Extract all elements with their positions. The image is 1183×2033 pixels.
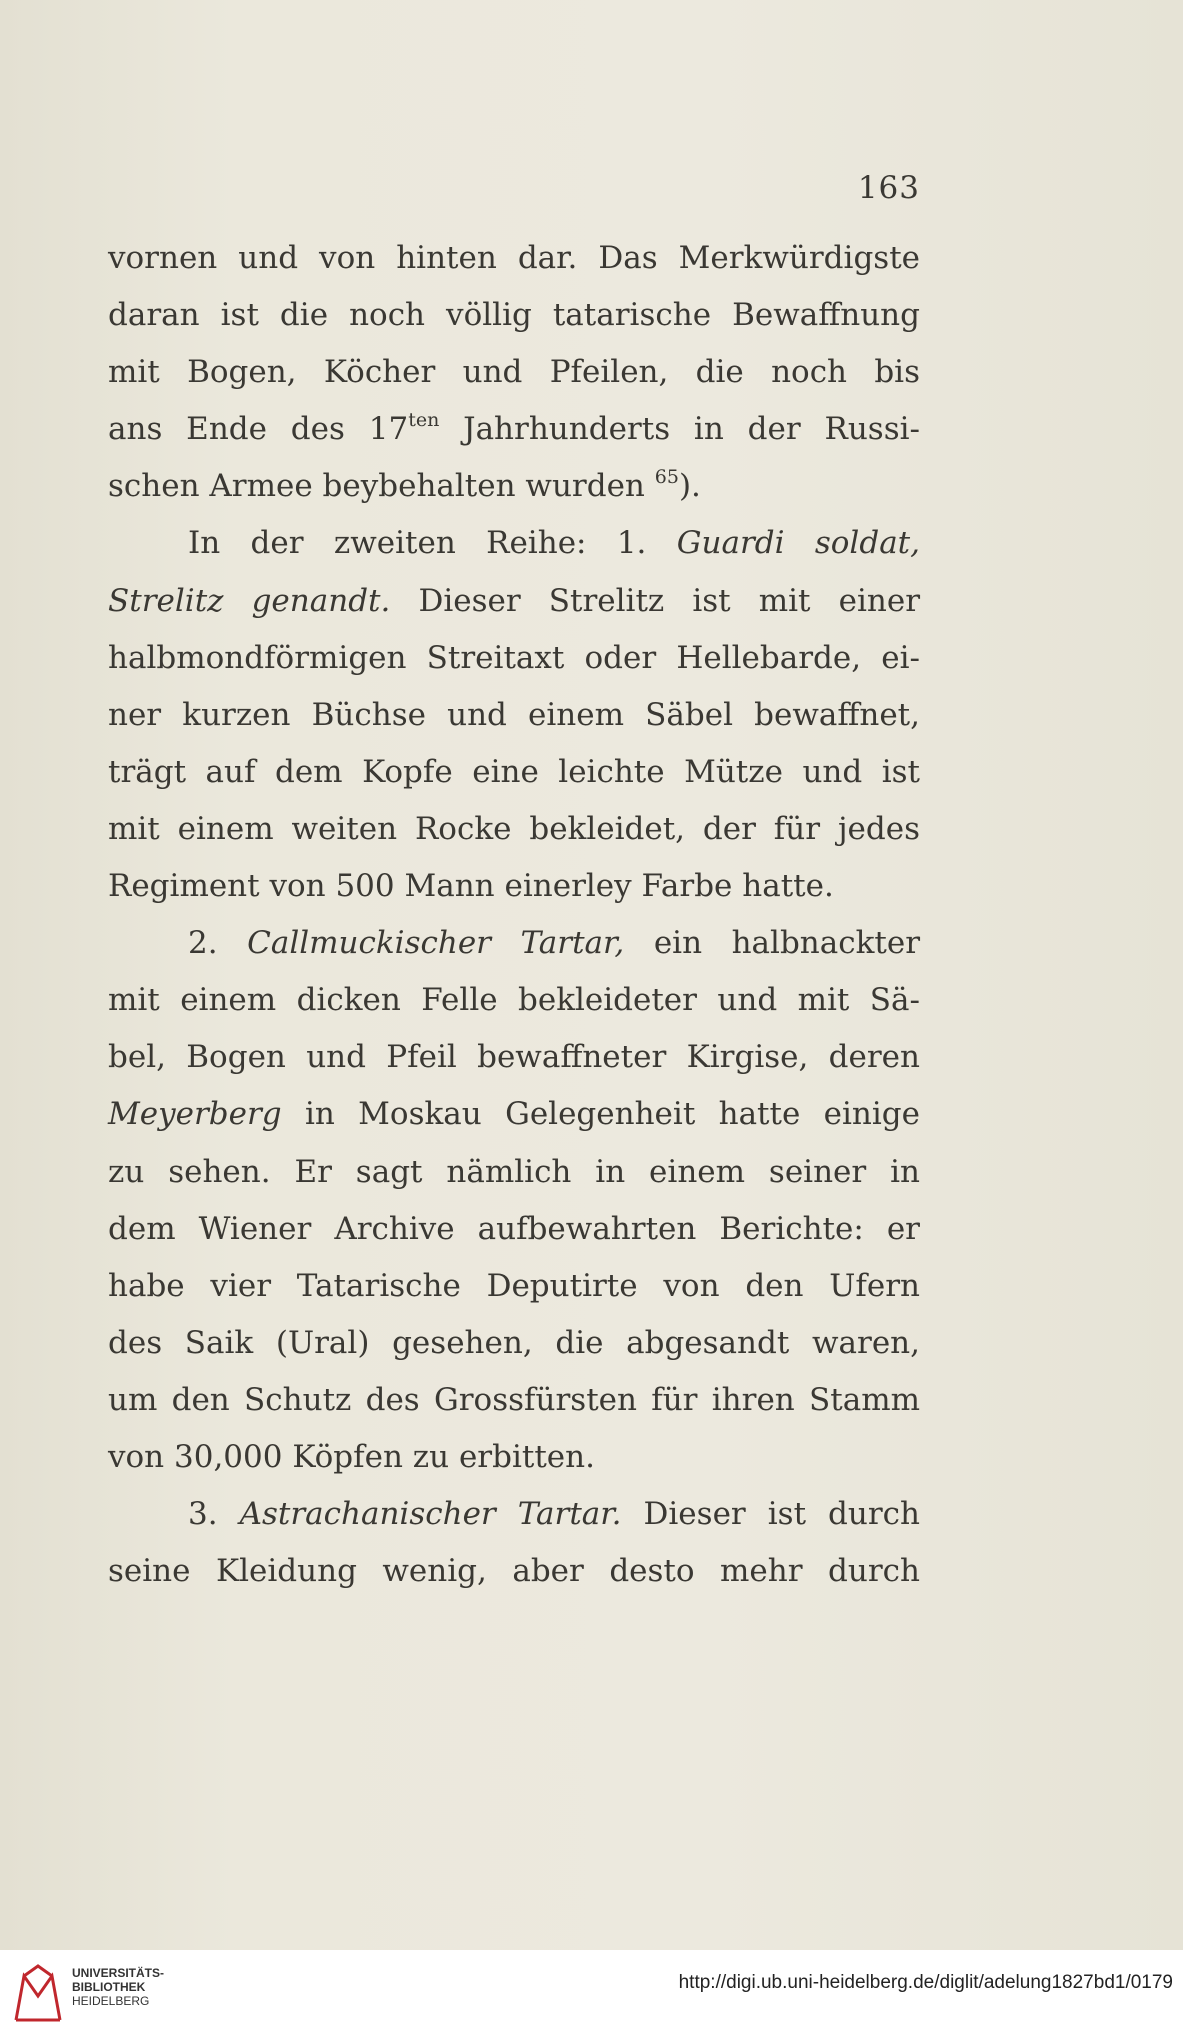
line-text: In der zweiten Reihe: 1. xyxy=(188,525,677,562)
line-text: vornen und von hinten dar. Das Merkwürdigste xyxy=(108,240,920,276)
line-text: seine Kleidung wenig, aber desto mehr durch xyxy=(108,1553,920,1590)
text-line xyxy=(108,344,920,401)
line-text: mit Bogen, Köcher und Pfeilen, die noch bis xyxy=(108,354,920,391)
line-text: Jahrhunderts in der Russi- xyxy=(439,411,920,448)
footer-bar xyxy=(0,1950,1183,2033)
text-line xyxy=(108,1258,920,1315)
text-line xyxy=(108,458,920,515)
line-text: Dieser Strelitz ist mit einer xyxy=(390,582,921,619)
line-text: ein halbnackter xyxy=(624,925,921,962)
library-name-line: HEIDELBERG xyxy=(72,1994,150,2008)
text-line xyxy=(108,744,920,801)
line-text: zu sehen. Er sagt nämlich in einem seiner in xyxy=(108,1153,920,1190)
line-text: daran ist die noch völlig tatarische Bewaffnung xyxy=(108,297,920,334)
line-text: von 30,000 Köpfen zu erbitten. xyxy=(108,1438,595,1475)
library-logo-icon xyxy=(10,1962,66,2024)
line-text: Regiment von 500 Mann einerley Farbe hatte. xyxy=(108,868,834,905)
text-line xyxy=(108,1486,920,1543)
line-text: des Saik (Ural) gesehen, die abgesandt waren, xyxy=(108,1324,920,1361)
text-line xyxy=(108,687,920,744)
line-text: ner kurzen Büchse und einem Säbel bewaffnet, xyxy=(108,696,920,733)
library-name-line: BIBLIOTHEK xyxy=(72,1980,146,1994)
text-line xyxy=(108,630,920,687)
italic-text: Strelitz genandt. xyxy=(108,582,391,619)
text-line xyxy=(108,1543,920,1600)
italic-text: Astrachanischer Tartar. xyxy=(239,1496,622,1533)
italic-text: Guardi soldat, xyxy=(676,525,920,562)
text-line xyxy=(108,1029,920,1086)
line-text: mit einem weiten Rocke bekleidet, der für jedes xyxy=(108,810,920,847)
superscript: 65 xyxy=(654,466,679,489)
text-line xyxy=(108,230,920,287)
text-line xyxy=(108,1201,920,1258)
text-line xyxy=(108,801,920,858)
library-name xyxy=(72,1966,164,2008)
text-line xyxy=(108,1315,920,1372)
line-text: in Moskau Gelegenheit hatte einige xyxy=(281,1096,920,1133)
text-line xyxy=(108,287,920,344)
text-line xyxy=(108,1086,920,1143)
page-number: 163 xyxy=(857,170,920,206)
source-url-link[interactable]: http://digi.ub.uni-heidelberg.de/diglit/adelung1827bd1/0179 xyxy=(678,1972,1173,1993)
library-name-line: UNIVERSITÄTS- xyxy=(72,1966,165,1980)
text-line xyxy=(108,972,920,1029)
text-line xyxy=(108,858,920,915)
line-text: schen Armee beybehalten wurden xyxy=(108,468,655,505)
line-text: 2. xyxy=(188,925,248,962)
text-line xyxy=(108,515,920,572)
line-text: halbmondförmigen Streitaxt oder Hellebarde, ei- xyxy=(108,639,920,676)
body-text xyxy=(108,230,920,1600)
line-text: um den Schutz des Grossfürsten für ihren Stamm xyxy=(108,1381,920,1418)
italic-text: Callmuckischer Tartar, xyxy=(247,925,625,962)
line-text: trägt auf dem Kopfe eine leichte Mütze und ist xyxy=(108,753,920,790)
line-text: ans Ende des 17 xyxy=(108,411,409,448)
text-line xyxy=(108,573,920,630)
line-text: mit einem dicken Felle bekleideter und mit Sä- xyxy=(108,982,920,1019)
superscript: ten xyxy=(408,409,440,432)
italic-text: Meyerberg xyxy=(108,1096,282,1133)
text-line xyxy=(108,1429,920,1486)
line-text: Dieser ist durch xyxy=(621,1496,920,1533)
line-text: bel, Bogen und Pfeil bewaffneter Kirgise, deren xyxy=(108,1039,920,1076)
line-text: 3. xyxy=(188,1496,240,1533)
text-line xyxy=(108,1144,920,1201)
text-line xyxy=(108,401,920,458)
text-line xyxy=(108,915,920,972)
line-text: habe vier Tatarische Deputirte von den Ufern xyxy=(108,1267,920,1304)
line-text: ). xyxy=(678,468,701,505)
line-text: dem Wiener Archive aufbewahrten Berichte: er xyxy=(108,1210,920,1247)
text-line xyxy=(108,1372,920,1429)
